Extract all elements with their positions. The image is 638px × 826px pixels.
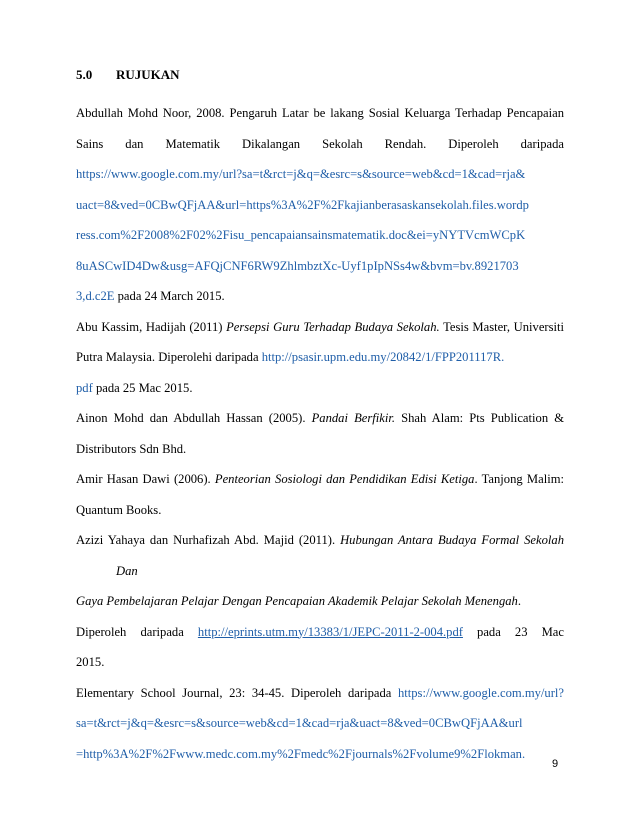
reference-line: [76, 190, 564, 221]
reference-link[interactable]: pdf: [76, 380, 93, 395]
reference-title: Hubungan Antara Budaya Formal Sekolah Dan: [116, 533, 564, 578]
reference-line: [76, 739, 564, 770]
reference-entry: [76, 464, 564, 525]
reference-entry: [76, 98, 564, 312]
reference-link[interactable]: 8uASCwID4Dw&usg=AFQjCNF6RW9ZhlmbztXc-Uyf1pIpNSs4w&bvm=bv.8921703: [76, 258, 519, 273]
reference-line: [76, 98, 564, 129]
reference-text: Abu Kassim, Hadijah (2011): [76, 319, 227, 334]
reference-text: pada 23 Mac: [462, 624, 564, 639]
reference-text: Amir Hasan Dawi (2006).: [76, 472, 215, 486]
reference-text: Abdullah Mohd Noor, 2008. Pengaruh Latar be lakang Sosial Keluarga Terhadap Pencapaian: [76, 106, 564, 120]
reference-link[interactable]: http://psasir.upm.edu.my/20842/1/FPP201117R.: [261, 350, 505, 364]
section-number: 5.0: [76, 67, 93, 82]
section-heading: [76, 67, 180, 83]
reference-link[interactable]: uact=8&ved=0CBwQFjAA&url=https%3A%2F%2Fkajianberasaskansekolah.files.wordp: [76, 197, 529, 212]
reference-line: [76, 464, 564, 495]
reference-text: Elementary School Journal, 23: 34-45. Diperoleh daripada: [76, 685, 398, 700]
reference-text: Distributors Sdn Bhd.: [76, 441, 187, 456]
reference-entry: [76, 312, 564, 404]
page-number: 9: [552, 758, 559, 770]
reference-line: [76, 525, 564, 586]
reference-line: [76, 251, 564, 282]
reference-text: Ainon Mohd dan Abdullah Hassan (2005).: [76, 411, 312, 425]
reference-text: pada 24 March 2015.: [114, 289, 225, 303]
reference-line: [76, 617, 564, 648]
reference-line: [76, 434, 564, 465]
reference-text: Azizi Yahaya dan Nurhafizah Abd. Majid (2011).: [76, 533, 341, 547]
reference-title: Pandai Berfikir.: [311, 411, 395, 425]
reference-line: [76, 678, 564, 709]
section-title: RUJUKAN: [116, 67, 180, 82]
reference-link[interactable]: ress.com%2F2008%2F02%2Fisu_pencapaiansainsmatematik.doc&ei=yNYTVcmWCpK: [76, 228, 526, 242]
reference-line: [76, 403, 565, 434]
reference-title: Penteorian Sosiologi dan Pendidikan Edisi Ketiga: [214, 472, 475, 486]
reference-text: Putra Malaysia. Diperolehi daripada: [76, 350, 262, 364]
reference-line: [76, 312, 565, 343]
reference-link[interactable]: https://www.google.com.my/url?sa=t&rct=j&q=&esrc=s&source=web&cd=1&cad=rja&: [76, 167, 526, 181]
reference-line: [76, 647, 564, 678]
reference-text: Diperoleh daripada: [76, 624, 198, 639]
reference-entry: [76, 403, 564, 464]
reference-link[interactable]: =http%3A%2F%2Fwww.medc.com.my%2Fmedc%2Fjournals%2Fvolume9%2Flokman.: [76, 746, 526, 761]
reference-title: Gaya Pembelajaran Pelajar Dengan Pencapaian Akademik Pelajar Sekolah Menengah: [76, 594, 518, 608]
reference-link[interactable]: https://www.google.com.my/url?: [397, 685, 564, 700]
reference-line: [76, 495, 564, 526]
reference-text: Sains dan Matematik Dikalangan Sekolah Rendah. Diperoleh daripada: [76, 136, 564, 151]
reference-link[interactable]: http://eprints.utm.my/13383/1/JEPC-2011-2-004.pdf: [197, 624, 463, 639]
reference-text: Tesis Master, Universiti: [439, 319, 565, 334]
reference-link[interactable]: 3,d.c2E: [76, 289, 115, 303]
reference-text: Quantum Books.: [76, 502, 162, 517]
reference-line: [76, 220, 564, 251]
reference-line: [76, 342, 564, 373]
reference-line: [76, 708, 564, 739]
reference-link[interactable]: sa=t&rct=j&q=&esrc=s&source=web&cd=1&cad=rja&uact=8&ved=0CBwQFjAA&url: [76, 716, 523, 730]
reference-line: [76, 159, 564, 190]
reference-text: . Tanjong Malim:: [474, 472, 564, 486]
reference-list: [76, 98, 564, 769]
reference-line: [76, 281, 564, 312]
reference-entry: [76, 678, 564, 770]
reference-line: [76, 129, 564, 160]
reference-text: Shah Alam: Pts Publication &: [395, 411, 565, 425]
reference-line: [76, 373, 564, 404]
reference-text: .: [517, 594, 521, 608]
reference-text: pada 25 Mac 2015.: [92, 380, 193, 395]
reference-text: 2015.: [76, 655, 105, 669]
reference-title: Persepsi Guru Terhadap Budaya Sekolah.: [226, 319, 440, 334]
reference-line: [76, 586, 564, 617]
reference-entry: [76, 525, 564, 678]
